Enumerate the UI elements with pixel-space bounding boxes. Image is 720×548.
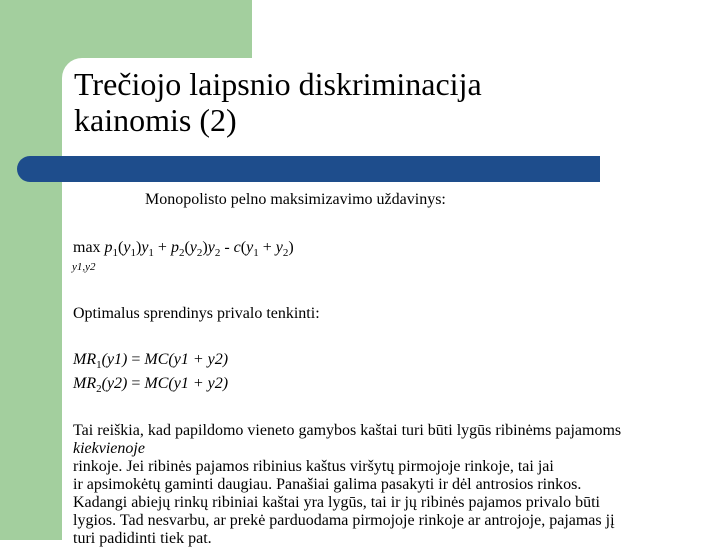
problem-heading: Monopolisto pelno maksimizavimo uždavinys:: [145, 191, 446, 208]
slide-title: [74, 66, 482, 138]
equation-1: $MR_1(y1) = MC(y1 + y2)$: [73, 351, 229, 372]
max-subscript: y1,y2: [72, 261, 96, 273]
paragraph-line: turi padidinti tiek pat.: [73, 530, 212, 547]
title-divider-bar: [17, 156, 600, 182]
paragraph-line: ir apsimokėtų gaminti daugiau. Panašiai galima pasakyti ir dėl antrosios rinkos.: [73, 476, 582, 493]
paragraph-line: kiekvienoje rinkoje. Jei ribinės pajamos ribinius kaštus viršytų pirmojoje rinkoje, tai jai: [73, 440, 554, 475]
explanation-paragraph: [73, 422, 705, 548]
paragraph-line: lygios. Tad nesvarbu, ar prekė parduodama pirmojoje rinkoje ar antrojoje, pajamas jį: [73, 512, 615, 529]
equation-2: $MR_2(y2) = MC(y1 + y2)$: [73, 375, 229, 396]
profit-formula: $\max p_1(y_1)y_1 + p_2(y_2)y_2 - c(y_1 + y_2)$: [73, 239, 294, 260]
paragraph-line: Tai reiškia, kad papildomo vieneto gamybos kaštai turi būti lygūs ribinėms pajamoms: [73, 422, 622, 439]
paragraph-line: Kadangi abiejų rinkų ribiniai kaštai yra lygūs, tai ir jų ribinės pajamos privalo būti: [73, 494, 600, 511]
title-line-1: Trečiojo laipsnio diskriminacija: [74, 66, 482, 102]
condition-label: Optimalus sprendinys privalo tenkinti:: [73, 305, 320, 322]
title-line-2: kainomis (2): [74, 102, 237, 138]
